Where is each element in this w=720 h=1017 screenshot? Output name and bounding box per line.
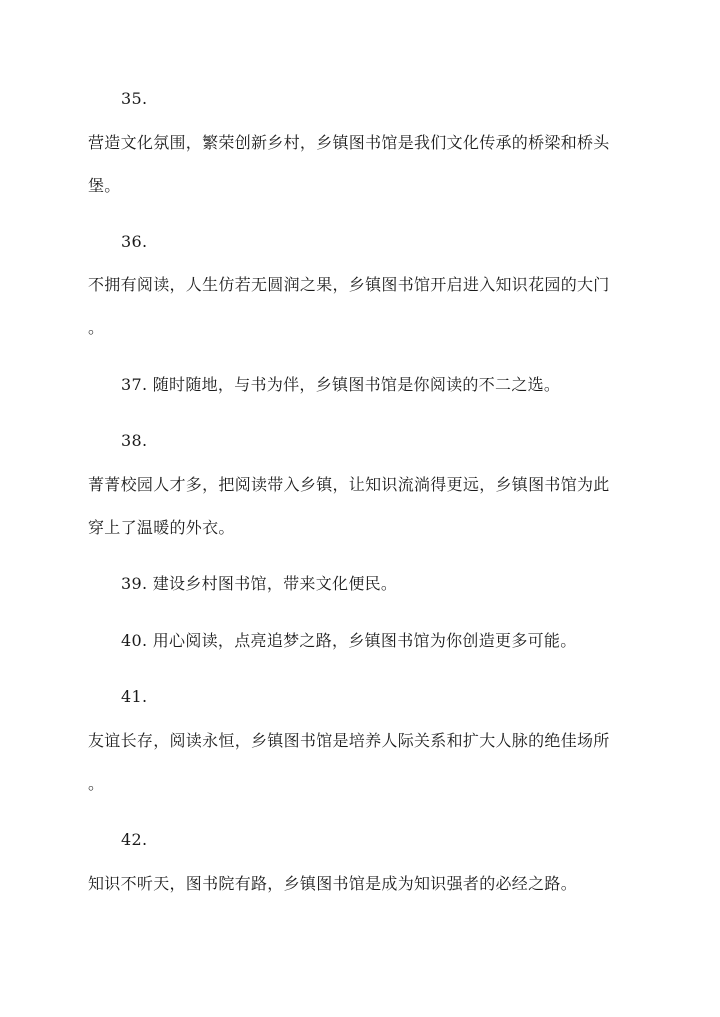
item-number: 36. [121,232,148,251]
item-number: 35. [121,89,148,108]
item-number: 41. [121,687,148,706]
item-text-line: 。 [88,318,105,337]
item-text-line: 知识不听天，图书院有路，乡镇图书馆是成为知识强者的必经之路。 [88,874,578,893]
item-number: 38. [121,431,148,450]
item-text-line: 菁菁校园人才多，把阅读带入乡镇，让知识流淌得更远，乡镇图书馆为此 [88,475,610,494]
item-inline: 39. 建设乡村图书馆，带来文化便民。 [121,574,398,593]
item-inline: 37. 随时随地，与书为伴，乡镇图书馆是你阅读的不二之选。 [121,375,561,394]
item-inline: 40. 用心阅读，点亮追梦之路，乡镇图书馆为你创造更多可能。 [121,631,577,650]
item-number: 42. [121,830,148,849]
item-text-line: 穿上了温暖的外衣。 [88,518,235,537]
item-text-line: 堡。 [88,176,121,195]
item-text-line: 友谊长存，阅读永恒，乡镇图书馆是培养人际关系和扩大人脉的绝佳场所 [88,731,610,750]
item-text-line: 不拥有阅读，人生仿若无圆润之果，乡镇图书馆开启进入知识花园的大门 [88,275,610,294]
item-text-line: 。 [88,774,105,793]
item-text-line: 营造文化氛围，繁荣创新乡村，乡镇图书馆是我们文化传承的桥梁和桥头 [88,133,610,152]
